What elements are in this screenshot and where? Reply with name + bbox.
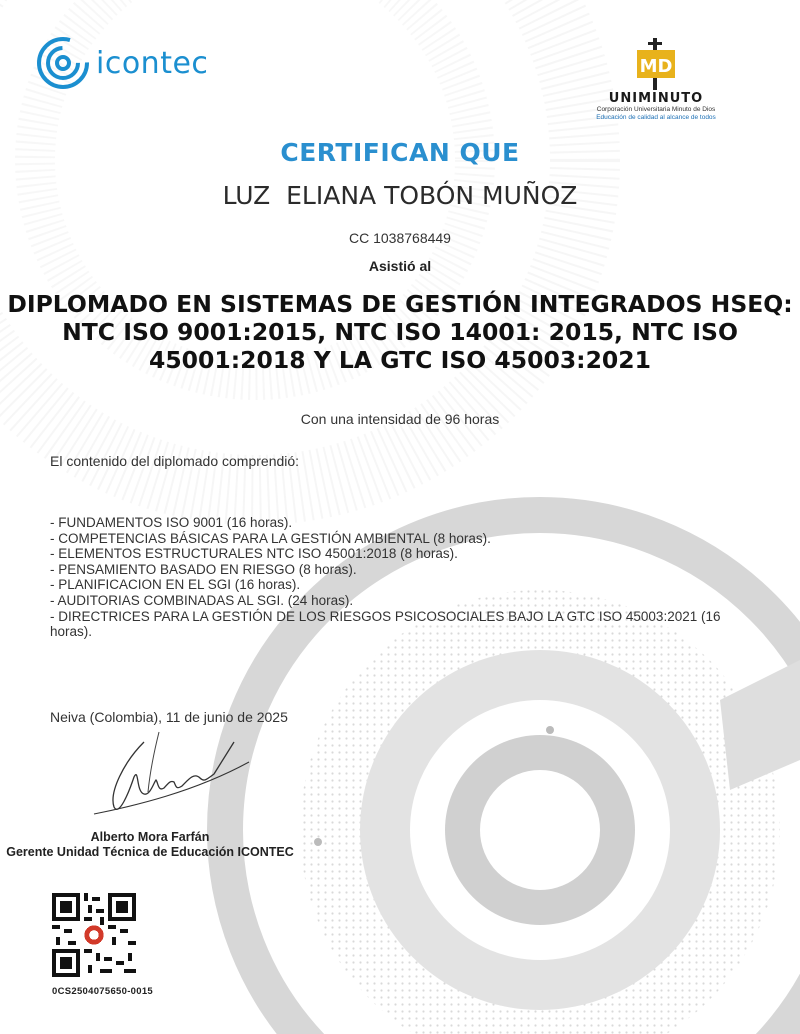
place-date: Neiva (Colombia), 11 de junio de 2025 — [50, 709, 288, 725]
verification-code: 0CS2504075650-0015 — [52, 986, 154, 997]
uniminuto-logo — [586, 38, 726, 122]
contents-intro: El contenido del diplomado comprendió: — [50, 453, 300, 469]
course-title: DIPLOMADO EN SISTEMAS DE GESTIÓN INTEGRADOS HSEQ: NTC ISO 9001:2015, NTC ISO 14001: 2015, NTC ISO 45001:2018 Y LA GTC ISO 45003:2021 — [7, 290, 793, 374]
signer-title: Gerente Unidad Técnica de Educación ICONTEC — [6, 845, 294, 859]
recipient-id: CC 1038768449 — [349, 230, 451, 246]
certificate-heading: CERTIFICAN QUE — [280, 138, 520, 167]
uniminuto-emblem-icon — [633, 38, 679, 90]
topics-list — [50, 515, 750, 640]
list-item: - ELEMENTOS ESTRUCTURALES NTC ISO 45001:2018 (8 horas). — [50, 546, 458, 562]
attended-label: Asistió al — [368, 258, 432, 274]
list-item: - PENSAMIENTO BASADO EN RIESGO (8 horas). — [50, 561, 357, 577]
list-item: - FUNDAMENTOS ISO 9001 (16 horas). — [50, 515, 293, 530]
list-item: - AUDITORIAS COMBINADAS AL SGI. (24 horas). — [50, 592, 354, 608]
course-intensity: Con una intensidad de 96 horas — [300, 411, 500, 427]
signature-image — [84, 722, 254, 832]
qr-code-icon[interactable] — [52, 893, 136, 977]
list-item: - DIRECTRICES PARA LA GESTIÓN DE LOS RIESGOS PSICOSOCIALES BAJO LA GTC ISO 45003:2021 (16 horas). — [50, 608, 721, 640]
icontec-logo-icon — [36, 36, 90, 90]
icontec-logo — [36, 36, 208, 90]
icontec-wordmark: icontec — [96, 45, 209, 81]
signer-name: Alberto Mora Farfán — [90, 830, 210, 844]
list-item: - PLANIFICACION EN EL SGI (16 horas). — [50, 577, 301, 593]
uniminuto-tagline: Educación de calidad al alcance de todos — [596, 114, 716, 121]
uniminuto-mark: MD — [639, 56, 673, 77]
list-item: - COMPETENCIAS BÁSICAS PARA LA GESTIÓN AMBIENTAL (8 horas). — [50, 530, 491, 546]
uniminuto-subtitle: Corporación Universitaria Minuto de Dios — [596, 106, 716, 113]
uniminuto-wordmark: UNIMINUTO — [608, 91, 704, 106]
recipient-name: LUZ ELIANA TOBÓN MUÑOZ — [222, 181, 578, 210]
